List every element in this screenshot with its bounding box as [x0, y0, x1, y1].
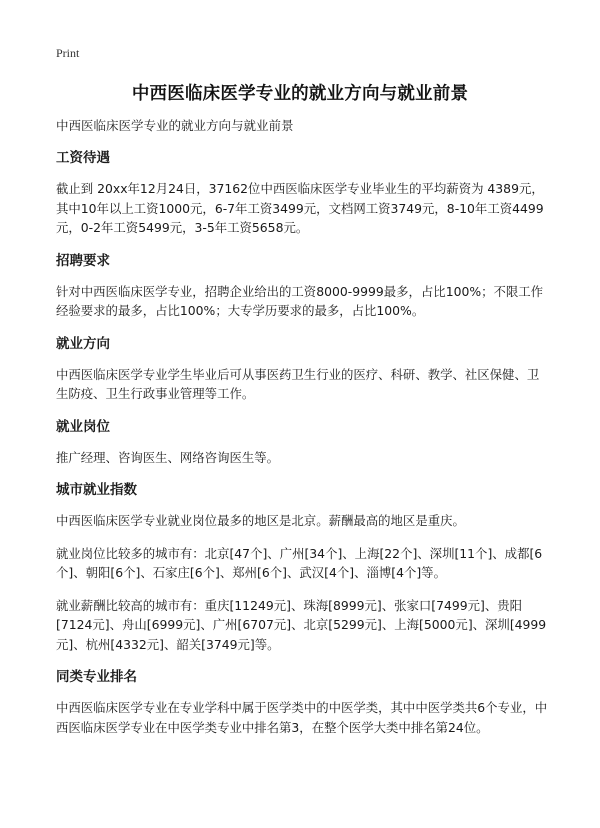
section-heading-direction: 就业方向	[56, 335, 110, 352]
paragraph-ranking: 中西医临床医学专业在专业学科中属于医学类中的中医学类，其中中医学类共6个专业，中西医临床医学专业在中医学类专业中排名第3，在整个医学大类中排名第24位。	[56, 700, 548, 735]
paragraph-positions: 推广经理、咨询医生、网络咨询医生等。	[56, 449, 280, 465]
paragraph-direction: 中西医临床医学专业学生毕业后可从事医药卫生行业的医疗、科研、教学、社区保健、卫生防疫、卫生行政事业管理等工作。	[56, 366, 540, 401]
paragraph-city-summary: 中西医临床医学专业就业岗位最多的地区是北京。薪酬最高的地区是重庆。	[56, 513, 465, 528]
paragraph-salary: 截止到 20xx年12月24日，37162位中西医临床医学专业毕业生的平均薪资为 4389元，其中10年以上工资1000元，6-7年工资3499元，文档网工资3749元，8-10年工资4499元，0-2年工资5499元，3-5年工资5658元。	[56, 181, 544, 235]
section-heading-positions: 就业岗位	[56, 418, 110, 435]
section-positions	[56, 417, 548, 468]
paragraph-recruitment: 针对中西医临床医学专业，招聘企业给出的工资8000-9999最多，占比100%；不限工作经验要求的最多，占比100%；大专学历要求的最多，占比100%。	[56, 283, 544, 318]
page-title: 中西医临床医学专业的就业方向与就业前景	[131, 84, 469, 104]
section-heading-ranking: 同类专业排名	[56, 669, 137, 685]
paragraph-city-jobs: 就业岗位比较多的城市有：北京[47个]、广州[34个]、上海[22个]、深圳[11个]、成都[6个]、朝阳[6个]、石家庄[6个]、郑州[6个]、武汉[4个]、淄博[4个]等。	[56, 545, 543, 580]
section-salary	[56, 148, 548, 238]
section-heading-salary: 工资待遇	[56, 150, 110, 166]
section-direction	[56, 334, 548, 404]
document-body	[56, 116, 548, 750]
paragraph-city-salary: 就业薪酬比较高的城市有：重庆[11249元]、珠海[8999元]、张家口[7499元]、贵阳[7124元]、舟山[6999元]、广州[6707元]、北京[5299元]、上海[5000元]、深圳[4999元]、杭州[4332元]、韶关[3749元]等。	[56, 597, 547, 652]
section-heading-recruitment: 招聘要求	[56, 252, 110, 269]
section-city-index	[56, 480, 548, 654]
section-ranking	[56, 667, 548, 737]
section-recruitment	[56, 251, 548, 321]
document-subtitle: 中西医临床医学专业的就业方向与就业前景	[56, 118, 294, 133]
print-label: Print	[56, 46, 80, 60]
section-heading-city-index: 城市就业指数	[56, 482, 137, 498]
